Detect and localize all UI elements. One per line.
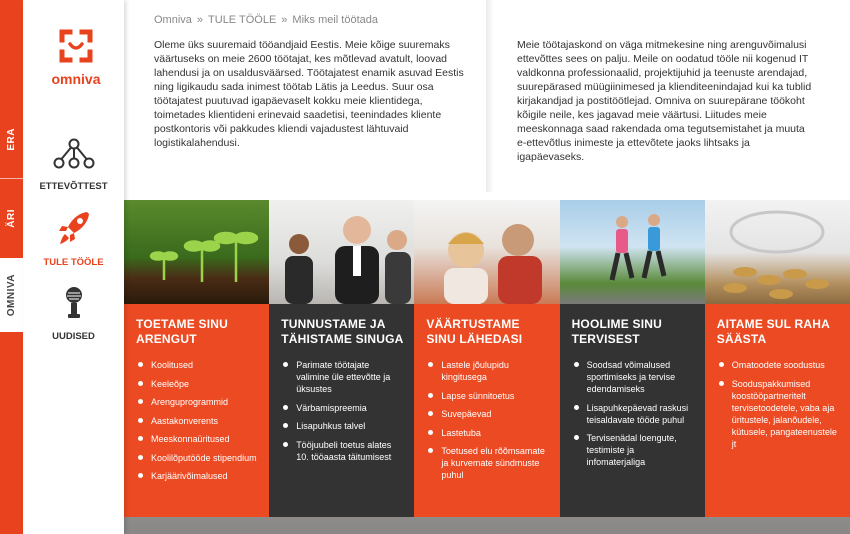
photo-runners bbox=[560, 200, 705, 304]
benefit-item: Koolilõputööde stipendium bbox=[136, 452, 259, 464]
benefit-list bbox=[136, 359, 259, 482]
sidebar bbox=[23, 0, 124, 534]
microphone-icon bbox=[61, 286, 87, 320]
benefit-card-title: VÄÄRTUSTAME SINU LÄHEDASI bbox=[426, 317, 523, 346]
benefit-list bbox=[426, 359, 549, 481]
vtab-omniva[interactable] bbox=[0, 258, 23, 332]
omniva-logo-icon bbox=[58, 28, 94, 64]
benefit-item: Suvepäevad bbox=[426, 408, 549, 420]
benefit-card bbox=[560, 304, 705, 517]
benefit-item: Lastetuba bbox=[426, 427, 549, 439]
benefit-card bbox=[124, 304, 269, 517]
breadcrumb-current: Miks meil töötada bbox=[292, 14, 379, 26]
nav-uudised-label: UUDISED bbox=[52, 331, 95, 342]
benefit-item: Meeskonnaüritused bbox=[136, 433, 259, 445]
benefit-card bbox=[269, 304, 414, 517]
vtab-ari[interactable] bbox=[0, 188, 23, 248]
omniva-logo[interactable] bbox=[46, 28, 106, 87]
nav-tule-toole-label: TULE TÖÖLE bbox=[43, 257, 104, 268]
benefit-item: Parimate töötajate valimine üle ettevõtte ja üksustes bbox=[281, 359, 404, 395]
benefit-item: Omatoodete soodustus bbox=[717, 359, 840, 371]
coins-illustration bbox=[705, 200, 850, 304]
benefit-cards bbox=[124, 304, 850, 517]
column-divider bbox=[486, 0, 494, 192]
benefit-item: Lisapuhkepäevad raskusi teisaldavate tööde puhul bbox=[572, 402, 695, 426]
benefit-card-title: TOETAME SINU ARENGUT bbox=[136, 317, 228, 346]
nav-tule-toole[interactable] bbox=[23, 210, 124, 268]
photo-seedlings bbox=[124, 200, 269, 304]
family-illustration bbox=[414, 200, 559, 304]
photo-coins-jar bbox=[705, 200, 850, 304]
vtab-era-label: ERA bbox=[6, 127, 17, 151]
photo-family bbox=[414, 200, 559, 304]
benefit-item: Keeleõpe bbox=[136, 378, 259, 390]
benefit-item: Soodsad võimalused sportimiseks ja tervise edendamiseks bbox=[572, 359, 695, 395]
benefit-item: Toetused elu rõõmsamate ja kurvemate sündmuste puhul bbox=[426, 445, 549, 481]
benefit-list bbox=[281, 359, 404, 463]
benefit-item: Sooduspakkumised koostööpartneritelt tervisetoodetele, vaba aja üritustele, jalanõudele, kütusele, pangateenustele jt bbox=[717, 378, 840, 450]
breadcrumb-separator: » bbox=[196, 14, 204, 26]
vtab-era[interactable] bbox=[0, 110, 23, 168]
benefit-item: Tööjuubeli toetus alates 10. tööaasta täitumisest bbox=[281, 439, 404, 463]
benefit-item: Tervisenädal loengute, testimiste ja infomaterjaliga bbox=[572, 432, 695, 468]
photo-strip bbox=[124, 200, 850, 304]
intro-card bbox=[124, 0, 850, 200]
people-illustration bbox=[269, 200, 414, 304]
vtab-omniva-label: OMNIVA bbox=[6, 273, 17, 317]
benefit-item: Värbamispreemia bbox=[281, 402, 404, 414]
benefit-item: Lapse sünnitoetus bbox=[426, 390, 549, 402]
breadcrumb-home[interactable]: Omniva bbox=[154, 14, 192, 26]
benefit-card-title: HOOLIME SINU TERVISEST bbox=[571, 317, 662, 346]
benefit-card bbox=[705, 304, 850, 517]
vtab-divider bbox=[0, 178, 23, 179]
benefit-item: Lisapuhkus talvel bbox=[281, 420, 404, 432]
nav-ettevottest[interactable] bbox=[23, 138, 124, 192]
benefit-item: Lastele jõulupidu kingitusega bbox=[426, 359, 549, 383]
seedlings-illustration bbox=[124, 200, 269, 304]
main-content bbox=[124, 0, 850, 534]
network-icon bbox=[52, 138, 96, 170]
breadcrumb-section[interactable]: TULE TÖÖLE bbox=[208, 14, 277, 26]
benefit-card-title: AITAME SUL RAHA SÄÄSTA bbox=[716, 317, 830, 346]
intro-text-left: Oleme üks suuremaid tööandjaid Eestis. Meie kõige suuremaks väärtuseks on meie 2600 töötajat, kes mõtlevad avatult, loovad lahendusi ja on usaldusväärsed. Töötajatest enamik asuvad Eestis ning ligikaudu sada inimest töötab Lätis ja Leedus. Suur osa töötajatest puutuvad igapäevaselt kokku meie klientidega, toimetades klientideni erinevaid saadetisi, teenindades kliente postkontoris või pakkudes kliendi vajadustest lähtuvaid logistikalahendusi. bbox=[154, 39, 464, 149]
benefit-item: Karjäärivõimalused bbox=[136, 470, 259, 482]
benefit-item: Koolitused bbox=[136, 359, 259, 371]
benefit-card-title: TUNNUSTAME JA TÄHISTAME SINUGA bbox=[281, 317, 404, 346]
intro-text-right: Meie töötajaskond on väga mitmekesine ning arenguvõimalusi ettevõttes sees on palju. Meile on oodatud tööle nii kogenud IT valdkonna professionaalid, projektijuhid ja teenuste arendajad, suurepärased müügiinimesed ja klienditeenindajad kui ka tublid kirjakandjad ja postitöötlejad. Omniva on suurepärane töökoht kõigile neile, kes jagavad meie väärtusi. Liitudes meie meeskonnaga saad rakendada oma tegutsemistahet ja muuta e-ettevõtlus inimeste ja ettevõtete jaoks lihtsaks ja igapäevaseks. bbox=[517, 39, 812, 163]
runners-illustration bbox=[560, 200, 705, 304]
rocket-icon bbox=[57, 210, 91, 246]
nav-uudised[interactable] bbox=[23, 286, 124, 342]
benefit-list bbox=[572, 359, 695, 468]
benefit-list bbox=[717, 359, 840, 450]
nav-ettevottest-label: ETTEVÕTTEST bbox=[39, 181, 108, 192]
benefit-item: Arenguprogrammid bbox=[136, 396, 259, 408]
benefit-card bbox=[414, 304, 559, 517]
vtab-ari-label: ÄRI bbox=[6, 208, 17, 228]
logo-text: omniva bbox=[51, 71, 101, 87]
benefit-item: Aastakonverents bbox=[136, 415, 259, 427]
vertical-tab-strip bbox=[0, 0, 23, 534]
breadcrumb-separator: » bbox=[281, 14, 288, 26]
photo-applauding-people bbox=[269, 200, 414, 304]
breadcrumb bbox=[154, 14, 378, 26]
